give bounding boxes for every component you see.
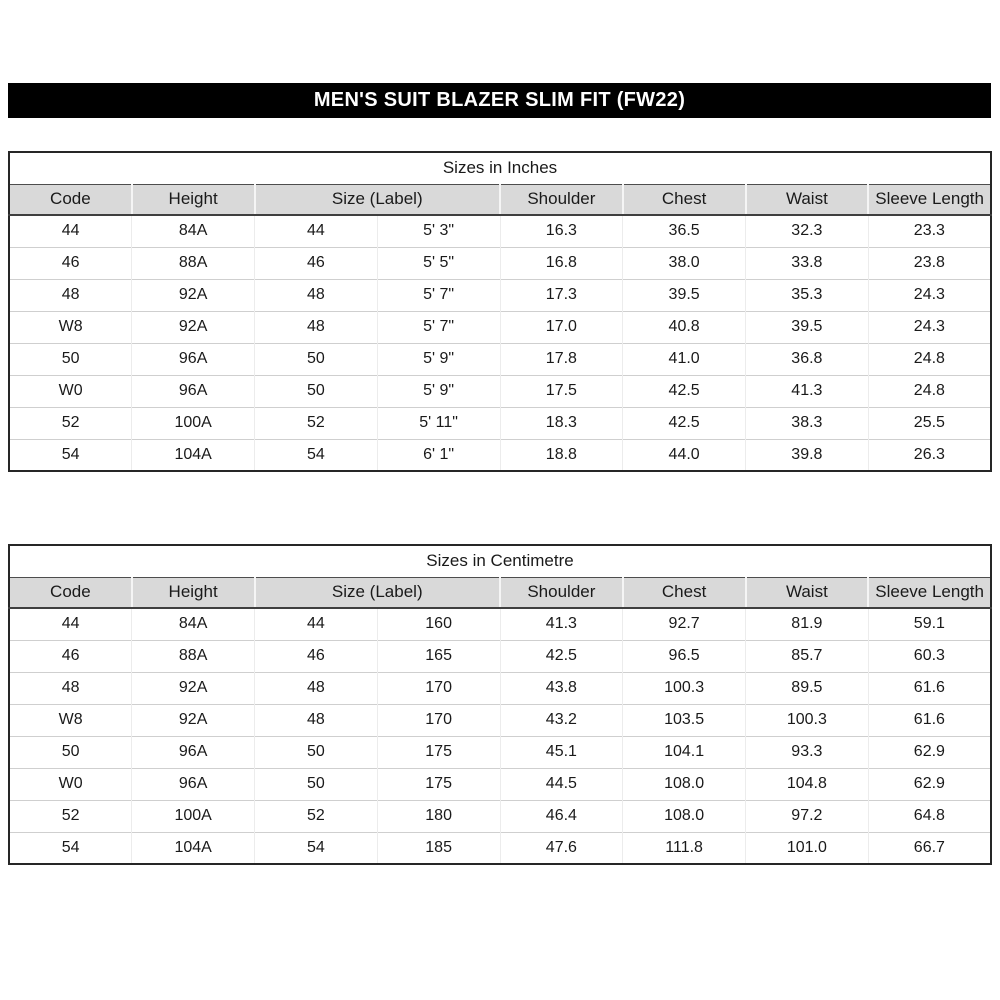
table-cell: 84A (132, 608, 255, 640)
column-header: Chest (623, 577, 746, 608)
table-cell: 100A (132, 407, 255, 439)
table-cell: 5' 7" (377, 279, 500, 311)
table-title: Sizes in Inches (9, 152, 991, 184)
table-cell: 42.5 (623, 407, 746, 439)
table-cell: 46.4 (500, 800, 623, 832)
sizes-in-centimetre-table (8, 544, 992, 865)
table-cell: 185 (377, 832, 500, 864)
table-row (9, 672, 991, 704)
table-row (9, 704, 991, 736)
table-cell: 41.3 (746, 375, 869, 407)
table-cell: 5' 9" (377, 375, 500, 407)
table-cell: W0 (9, 375, 132, 407)
table-cell: 44.5 (500, 768, 623, 800)
table-cell: 108.0 (623, 768, 746, 800)
table-cell: 104.8 (746, 768, 869, 800)
table-cell: 23.8 (868, 247, 991, 279)
table-cell: W0 (9, 768, 132, 800)
table-cell: 88A (132, 640, 255, 672)
table-cell: 50 (9, 736, 132, 768)
table-cell: 100.3 (623, 672, 746, 704)
table-header-row (9, 577, 991, 608)
table-cell: 100.3 (746, 704, 869, 736)
table-cell: 104A (132, 439, 255, 471)
table-row (9, 800, 991, 832)
column-header: Waist (746, 577, 869, 608)
table-cell: 50 (255, 768, 378, 800)
table-cell: 5' 3" (377, 215, 500, 247)
column-header: Shoulder (500, 577, 623, 608)
column-header: Height (132, 184, 255, 215)
column-header: Height (132, 577, 255, 608)
table-cell: 48 (255, 672, 378, 704)
column-header: Shoulder (500, 184, 623, 215)
table-cell: 52 (9, 407, 132, 439)
table-cell: 92A (132, 311, 255, 343)
table-cell: 160 (377, 608, 500, 640)
table-cell: 60.3 (868, 640, 991, 672)
title-banner (8, 83, 991, 118)
table-cell: 46 (255, 640, 378, 672)
table-cell: 48 (9, 279, 132, 311)
table-cell: 66.7 (868, 832, 991, 864)
table-title: Sizes in Centimetre (9, 545, 991, 577)
table-cell: 92.7 (623, 608, 746, 640)
table-cell: 16.8 (500, 247, 623, 279)
table-cell: 18.3 (500, 407, 623, 439)
table-cell: 92A (132, 672, 255, 704)
table-cell: 44.0 (623, 439, 746, 471)
table-cell: 33.8 (746, 247, 869, 279)
table-cell: 43.2 (500, 704, 623, 736)
column-header: Size (Label) (255, 577, 501, 608)
table-cell: 180 (377, 800, 500, 832)
table-cell: W8 (9, 704, 132, 736)
table-row (9, 640, 991, 672)
table-cell: 52 (255, 800, 378, 832)
table-cell: 96.5 (623, 640, 746, 672)
table-cell: 43.8 (500, 672, 623, 704)
table-cell: 84A (132, 215, 255, 247)
table-header-row (9, 184, 991, 215)
table-cell: 41.0 (623, 343, 746, 375)
table-row (9, 439, 991, 471)
table-cell: 17.5 (500, 375, 623, 407)
table-cell: 96A (132, 768, 255, 800)
table-cell: 45.1 (500, 736, 623, 768)
table-cell: 39.5 (623, 279, 746, 311)
table-cell: 48 (9, 672, 132, 704)
table-title-row (9, 545, 991, 577)
table-cell: 62.9 (868, 736, 991, 768)
table-cell: 48 (255, 311, 378, 343)
table-cell: 24.8 (868, 375, 991, 407)
table-cell: 44 (9, 215, 132, 247)
table-row (9, 832, 991, 864)
table-cell: 50 (9, 343, 132, 375)
table-cell: 41.3 (500, 608, 623, 640)
table-cell: 38.0 (623, 247, 746, 279)
table-cell: 54 (9, 832, 132, 864)
table-cell: 165 (377, 640, 500, 672)
table-cell: 17.0 (500, 311, 623, 343)
table-cell: 38.3 (746, 407, 869, 439)
table-cell: 50 (255, 736, 378, 768)
table-cell: 36.5 (623, 215, 746, 247)
table-row (9, 247, 991, 279)
table-body (9, 215, 991, 471)
column-header: Code (9, 184, 132, 215)
table-row (9, 311, 991, 343)
table-cell: 36.8 (746, 343, 869, 375)
table-cell: 5' 7" (377, 311, 500, 343)
table-cell: 104A (132, 832, 255, 864)
table-cell: 24.3 (868, 311, 991, 343)
page-title: MEN'S SUIT BLAZER SLIM FIT (FW22) (313, 89, 686, 111)
table-cell: 54 (255, 832, 378, 864)
table-cell: W8 (9, 311, 132, 343)
table-cell: 54 (255, 439, 378, 471)
column-header: Sleeve Length (868, 577, 991, 608)
table-cell: 61.6 (868, 672, 991, 704)
table-cell: 48 (255, 704, 378, 736)
table-cell: 108.0 (623, 800, 746, 832)
table-cell: 42.5 (623, 375, 746, 407)
table-cell: 16.3 (500, 215, 623, 247)
column-header: Sleeve Length (868, 184, 991, 215)
table-cell: 170 (377, 672, 500, 704)
table-row (9, 608, 991, 640)
table-row (9, 375, 991, 407)
table-row (9, 736, 991, 768)
table-cell: 50 (255, 375, 378, 407)
table-cell: 103.5 (623, 704, 746, 736)
table-cell: 23.3 (868, 215, 991, 247)
table-cell: 59.1 (868, 608, 991, 640)
table-row (9, 407, 991, 439)
table-cell: 52 (255, 407, 378, 439)
table-cell: 97.2 (746, 800, 869, 832)
table-cell: 24.8 (868, 343, 991, 375)
table-cell: 40.8 (623, 311, 746, 343)
table-head (9, 545, 991, 608)
table-cell: 5' 5" (377, 247, 500, 279)
table-cell: 25.5 (868, 407, 991, 439)
sizes-in-inches-table (8, 151, 992, 472)
column-header: Code (9, 577, 132, 608)
table-cell: 39.5 (746, 311, 869, 343)
table-body (9, 608, 991, 864)
table-cell: 26.3 (868, 439, 991, 471)
table-cell: 81.9 (746, 608, 869, 640)
table-cell: 175 (377, 768, 500, 800)
table-cell: 6' 1" (377, 439, 500, 471)
table-cell: 17.3 (500, 279, 623, 311)
table-cell: 18.8 (500, 439, 623, 471)
table-cell: 111.8 (623, 832, 746, 864)
table-cell: 89.5 (746, 672, 869, 704)
table-title-row (9, 152, 991, 184)
table-cell: 88A (132, 247, 255, 279)
table-cell: 48 (255, 279, 378, 311)
table-cell: 44 (255, 215, 378, 247)
table-cell: 96A (132, 736, 255, 768)
table-cell: 93.3 (746, 736, 869, 768)
table-cell: 92A (132, 279, 255, 311)
table-row (9, 343, 991, 375)
table-cell: 17.8 (500, 343, 623, 375)
table-cell: 170 (377, 704, 500, 736)
column-header: Size (Label) (255, 184, 501, 215)
table-cell: 5' 9" (377, 343, 500, 375)
table-cell: 85.7 (746, 640, 869, 672)
table-cell: 42.5 (500, 640, 623, 672)
table-cell: 64.8 (868, 800, 991, 832)
table-cell: 62.9 (868, 768, 991, 800)
table-cell: 39.8 (746, 439, 869, 471)
table-cell: 46 (9, 640, 132, 672)
table-cell: 24.3 (868, 279, 991, 311)
table-cell: 5' 11" (377, 407, 500, 439)
table-row (9, 279, 991, 311)
table-cell: 46 (9, 247, 132, 279)
table-cell: 46 (255, 247, 378, 279)
table-cell: 54 (9, 439, 132, 471)
table-cell: 104.1 (623, 736, 746, 768)
table-cell: 96A (132, 375, 255, 407)
table-cell: 61.6 (868, 704, 991, 736)
table-cell: 44 (255, 608, 378, 640)
table-cell: 175 (377, 736, 500, 768)
table-cell: 35.3 (746, 279, 869, 311)
table-cell: 32.3 (746, 215, 869, 247)
table-row (9, 768, 991, 800)
table-row (9, 215, 991, 247)
table-cell: 100A (132, 800, 255, 832)
table-cell: 47.6 (500, 832, 623, 864)
column-header: Chest (623, 184, 746, 215)
table-cell: 50 (255, 343, 378, 375)
table-cell: 92A (132, 704, 255, 736)
table-cell: 96A (132, 343, 255, 375)
table-head (9, 152, 991, 215)
table-cell: 52 (9, 800, 132, 832)
table-cell: 44 (9, 608, 132, 640)
table-cell: 101.0 (746, 832, 869, 864)
column-header: Waist (746, 184, 869, 215)
